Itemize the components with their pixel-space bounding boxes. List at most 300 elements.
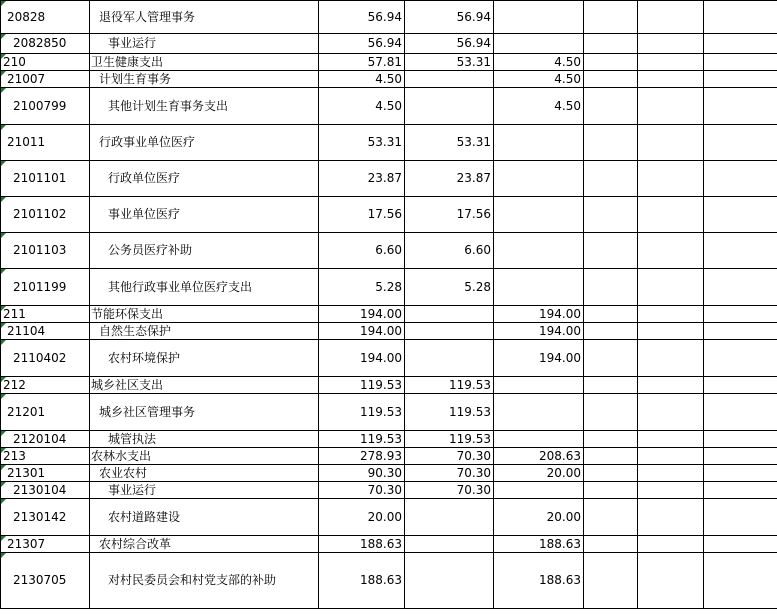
error-indicator-icon: [1, 499, 6, 504]
empty-cell[interactable]: [704, 88, 777, 125]
basic-expense-text: 119.53: [449, 404, 491, 419]
basic-expense-cell[interactable]: [405, 197, 494, 233]
empty-cell[interactable]: [638, 1, 704, 34]
code-text: 213: [3, 448, 26, 463]
code-text: 21007: [7, 71, 46, 86]
empty-cell[interactable]: [638, 553, 704, 609]
empty-cell[interactable]: [584, 1, 638, 34]
project-expense-text: 4.50: [554, 54, 581, 69]
error-indicator-icon: [1, 448, 6, 453]
basic-expense-text: 5.28: [464, 279, 491, 294]
empty-cell[interactable]: [584, 340, 638, 377]
code-cell[interactable]: [1, 88, 90, 125]
project-expense-cell[interactable]: [494, 448, 584, 465]
code-text: 21301: [7, 465, 46, 480]
empty-cell[interactable]: [584, 125, 638, 161]
empty-cell[interactable]: [584, 197, 638, 233]
empty-cell[interactable]: [638, 431, 704, 448]
total-text: 119.53: [360, 431, 402, 446]
item-name-text: 农村综合改革: [99, 536, 172, 551]
empty-cell[interactable]: [638, 233, 704, 269]
item-name-text: 事业运行: [108, 36, 157, 50]
project-expense-cell[interactable]: [494, 233, 584, 269]
code-text: 2130104: [13, 482, 67, 497]
code-text: 21201: [7, 404, 46, 419]
error-indicator-icon: [1, 482, 6, 487]
basic-expense-cell[interactable]: [405, 431, 494, 448]
total-cell[interactable]: [319, 269, 405, 306]
total-text: 188.63: [360, 536, 402, 551]
basic-expense-cell[interactable]: [405, 499, 494, 536]
empty-cell[interactable]: [638, 465, 704, 482]
basic-expense-text: 119.53: [449, 431, 491, 446]
basic-expense-cell[interactable]: [405, 233, 494, 269]
code-cell[interactable]: [1, 34, 90, 54]
empty-cell[interactable]: [638, 88, 704, 125]
basic-expense-cell[interactable]: [405, 448, 494, 465]
table-row: [1, 34, 777, 54]
total-text: 20.00: [367, 509, 402, 524]
error-indicator-icon: [1, 71, 6, 76]
code-text: 2100799: [13, 98, 67, 113]
basic-expense-text: 53.31: [456, 54, 491, 69]
item-name-cell[interactable]: [90, 394, 319, 431]
empty-cell[interactable]: [584, 499, 638, 536]
basic-expense-cell[interactable]: [405, 323, 494, 340]
item-name-cell[interactable]: [90, 306, 319, 323]
empty-cell[interactable]: [704, 161, 777, 197]
code-cell[interactable]: [1, 377, 90, 394]
total-cell[interactable]: [319, 54, 405, 71]
error-indicator-icon: [1, 88, 6, 93]
code-text: 21104: [7, 323, 46, 338]
item-name-text: 计划生育事务: [99, 71, 172, 86]
empty-cell[interactable]: [638, 161, 704, 197]
empty-cell[interactable]: [584, 323, 638, 340]
code-cell[interactable]: [1, 54, 90, 71]
item-name-cell[interactable]: [90, 448, 319, 465]
total-text: 6.60: [375, 243, 402, 257]
total-cell[interactable]: [319, 306, 405, 323]
empty-cell[interactable]: [584, 233, 638, 269]
project-expense-text: 194.00: [539, 306, 581, 321]
empty-cell[interactable]: [584, 71, 638, 88]
basic-expense-cell[interactable]: [405, 88, 494, 125]
table-row: [1, 323, 777, 340]
item-name-text: 城管执法: [108, 431, 157, 446]
table-row: [1, 536, 777, 553]
project-expense-cell[interactable]: [494, 536, 584, 553]
empty-cell[interactable]: [584, 269, 638, 306]
item-name-cell[interactable]: [90, 269, 319, 306]
item-name-text: 事业运行: [108, 482, 157, 497]
empty-cell[interactable]: [638, 269, 704, 306]
empty-cell[interactable]: [638, 394, 704, 431]
empty-cell[interactable]: [584, 394, 638, 431]
project-expense-text: 194.00: [539, 323, 581, 338]
error-indicator-icon: [1, 323, 6, 328]
item-name-text: 行政单位医疗: [108, 171, 181, 185]
error-indicator-icon: [1, 431, 6, 436]
table-row: [1, 482, 777, 499]
project-expense-cell[interactable]: [494, 553, 584, 609]
total-text: 56.94: [367, 9, 402, 24]
basic-expense-cell[interactable]: [405, 1, 494, 34]
error-indicator-icon: [1, 394, 6, 399]
total-cell[interactable]: [319, 340, 405, 377]
table-row: [1, 269, 777, 306]
item-name-cell[interactable]: [90, 54, 319, 71]
item-name-cell[interactable]: [90, 71, 319, 88]
total-text: 17.56: [367, 207, 402, 221]
empty-cell[interactable]: [704, 465, 777, 482]
item-name-cell[interactable]: [90, 1, 319, 34]
total-text: 57.81: [367, 54, 402, 69]
code-text: 21307: [7, 536, 46, 551]
project-expense-cell[interactable]: [494, 377, 584, 394]
empty-cell[interactable]: [704, 394, 777, 431]
code-text: 2130705: [13, 573, 67, 587]
basic-expense-text: 70.30: [456, 482, 491, 497]
empty-cell[interactable]: [584, 482, 638, 499]
empty-cell[interactable]: [704, 499, 777, 536]
basic-expense-text: 23.87: [456, 171, 491, 185]
basic-expense-text: 56.94: [456, 36, 491, 50]
empty-cell[interactable]: [584, 465, 638, 482]
empty-cell[interactable]: [638, 34, 704, 54]
item-name-cell[interactable]: [90, 377, 319, 394]
item-name-text: 农村环境保护: [108, 350, 181, 365]
item-name-text: 行政事业单位医疗: [99, 135, 196, 149]
basic-expense-cell[interactable]: [405, 553, 494, 609]
item-name-cell[interactable]: [90, 34, 319, 54]
empty-cell[interactable]: [638, 482, 704, 499]
total-text: 4.50: [375, 98, 402, 113]
item-name-text: 对村民委员会和村党支部的补助: [108, 573, 277, 587]
table-row: [1, 71, 777, 88]
code-cell[interactable]: [1, 340, 90, 377]
table-row: [1, 553, 777, 609]
basic-expense-text: 56.94: [456, 9, 491, 24]
project-expense-cell[interactable]: [494, 125, 584, 161]
code-text: 211: [3, 306, 26, 321]
total-text: 194.00: [360, 323, 402, 338]
project-expense-text: 20.00: [546, 509, 581, 524]
item-name-text: 公务员医疗补助: [108, 243, 193, 257]
empty-cell[interactable]: [638, 125, 704, 161]
table-row: [1, 233, 777, 269]
item-name-text: 农林水支出: [91, 448, 152, 463]
project-expense-cell[interactable]: [494, 431, 584, 448]
empty-cell[interactable]: [584, 34, 638, 54]
total-cell[interactable]: [319, 88, 405, 125]
code-cell[interactable]: [1, 394, 90, 431]
table-row: [1, 161, 777, 197]
code-cell[interactable]: [1, 161, 90, 197]
code-text: 20828: [7, 9, 46, 24]
total-text: 70.30: [367, 482, 402, 497]
empty-cell[interactable]: [704, 536, 777, 553]
empty-cell[interactable]: [638, 536, 704, 553]
project-expense-cell[interactable]: [494, 323, 584, 340]
project-expense-cell[interactable]: [494, 269, 584, 306]
item-name-cell[interactable]: [90, 431, 319, 448]
total-cell[interactable]: [319, 161, 405, 197]
empty-cell[interactable]: [704, 431, 777, 448]
empty-cell[interactable]: [638, 54, 704, 71]
empty-cell[interactable]: [584, 377, 638, 394]
total-cell[interactable]: [319, 125, 405, 161]
basic-expense-text: 70.30: [456, 448, 491, 463]
basic-expense-text: 6.60: [464, 243, 491, 257]
empty-cell[interactable]: [584, 536, 638, 553]
code-text: 2101199: [13, 279, 67, 294]
empty-cell[interactable]: [704, 377, 777, 394]
item-name-cell[interactable]: [90, 536, 319, 553]
item-name-cell[interactable]: [90, 197, 319, 233]
project-expense-cell[interactable]: [494, 88, 584, 125]
table-row: [1, 125, 777, 161]
empty-cell[interactable]: [704, 553, 777, 609]
project-expense-cell[interactable]: [494, 499, 584, 536]
total-cell[interactable]: [319, 431, 405, 448]
total-cell[interactable]: [319, 34, 405, 54]
project-expense-cell[interactable]: [494, 1, 584, 34]
total-text: 90.30: [367, 465, 402, 480]
code-cell[interactable]: [1, 553, 90, 609]
code-text: 2101102: [13, 207, 67, 221]
item-name-text: 节能环保支出: [91, 306, 164, 321]
total-cell[interactable]: [319, 323, 405, 340]
total-text: 53.31: [367, 135, 402, 149]
code-cell[interactable]: [1, 233, 90, 269]
item-name-cell[interactable]: [90, 233, 319, 269]
code-cell[interactable]: [1, 431, 90, 448]
empty-cell[interactable]: [638, 340, 704, 377]
empty-cell[interactable]: [638, 71, 704, 88]
code-text: 2110402: [13, 350, 67, 365]
basic-expense-cell[interactable]: [405, 377, 494, 394]
project-expense-text: 188.63: [539, 573, 581, 587]
empty-cell[interactable]: [584, 553, 638, 609]
total-text: 278.93: [360, 448, 402, 463]
item-name-text: 农村道路建设: [108, 509, 181, 524]
code-cell[interactable]: [1, 1, 90, 34]
total-text: 5.28: [375, 279, 402, 294]
project-expense-cell[interactable]: [494, 340, 584, 377]
error-indicator-icon: [1, 1, 6, 6]
empty-cell[interactable]: [638, 197, 704, 233]
code-text: 212: [3, 377, 26, 392]
empty-cell[interactable]: [704, 1, 777, 34]
error-indicator-icon: [1, 340, 6, 345]
table-row: [1, 88, 777, 125]
total-cell[interactable]: [319, 499, 405, 536]
error-indicator-icon: [1, 269, 6, 274]
code-text: 2082850: [13, 36, 67, 50]
empty-cell[interactable]: [704, 233, 777, 269]
code-cell[interactable]: [1, 197, 90, 233]
empty-cell[interactable]: [704, 125, 777, 161]
code-cell[interactable]: [1, 306, 90, 323]
item-name-text: 城乡社区支出: [91, 377, 164, 392]
total-text: 23.87: [367, 171, 402, 185]
table-row: [1, 340, 777, 377]
item-name-cell[interactable]: [90, 482, 319, 499]
item-name-text: 其他行政事业单位医疗支出: [108, 279, 253, 294]
basic-expense-cell[interactable]: [405, 54, 494, 71]
empty-cell[interactable]: [638, 306, 704, 323]
basic-expense-cell[interactable]: [405, 482, 494, 499]
table-row: [1, 306, 777, 323]
empty-cell[interactable]: [704, 71, 777, 88]
project-expense-cell[interactable]: [494, 465, 584, 482]
empty-cell[interactable]: [584, 448, 638, 465]
project-expense-cell[interactable]: [494, 54, 584, 71]
project-expense-cell[interactable]: [494, 306, 584, 323]
code-cell[interactable]: [1, 71, 90, 88]
basic-expense-text: 119.53: [449, 377, 491, 392]
total-text: 4.50: [375, 71, 402, 86]
total-cell[interactable]: [319, 233, 405, 269]
code-cell[interactable]: [1, 323, 90, 340]
basic-expense-cell[interactable]: [405, 269, 494, 306]
table-body: [1, 1, 777, 609]
basic-expense-cell[interactable]: [405, 161, 494, 197]
item-name-cell[interactable]: [90, 88, 319, 125]
item-name-text: 农业农村: [99, 465, 148, 480]
total-cell[interactable]: [319, 465, 405, 482]
total-cell[interactable]: [319, 197, 405, 233]
project-expense-cell[interactable]: [494, 394, 584, 431]
item-name-cell[interactable]: [90, 553, 319, 609]
code-text: 2120104: [13, 431, 67, 446]
total-cell[interactable]: [319, 71, 405, 88]
error-indicator-icon: [1, 197, 6, 202]
basic-expense-cell[interactable]: [405, 34, 494, 54]
empty-cell[interactable]: [704, 448, 777, 465]
basic-expense-text: 70.30: [456, 465, 491, 480]
table-row: [1, 197, 777, 233]
basic-expense-cell[interactable]: [405, 306, 494, 323]
empty-cell[interactable]: [704, 482, 777, 499]
error-indicator-icon: [1, 465, 6, 470]
empty-cell[interactable]: [584, 54, 638, 71]
code-cell[interactable]: [1, 482, 90, 499]
empty-cell[interactable]: [584, 431, 638, 448]
basic-expense-text: 53.31: [456, 135, 491, 149]
empty-cell[interactable]: [638, 499, 704, 536]
empty-cell[interactable]: [638, 448, 704, 465]
code-cell[interactable]: [1, 269, 90, 306]
code-text: 21011: [7, 135, 46, 149]
total-text: 188.63: [360, 573, 402, 587]
empty-cell[interactable]: [584, 306, 638, 323]
item-name-cell[interactable]: [90, 465, 319, 482]
table-row: [1, 465, 777, 482]
total-text: 119.53: [360, 377, 402, 392]
item-name-text: 其他计划生育事务支出: [108, 98, 229, 113]
project-expense-text: 194.00: [539, 350, 581, 365]
error-indicator-icon: [1, 306, 6, 311]
project-expense-cell[interactable]: [494, 197, 584, 233]
empty-cell[interactable]: [584, 161, 638, 197]
total-cell[interactable]: [319, 536, 405, 553]
empty-cell[interactable]: [704, 34, 777, 54]
project-expense-text: 4.50: [554, 71, 581, 86]
table-row: [1, 431, 777, 448]
table-row: [1, 1, 777, 34]
item-name-text: 退役军人管理事务: [99, 9, 196, 24]
basic-expense-cell[interactable]: [405, 394, 494, 431]
empty-cell[interactable]: [704, 340, 777, 377]
empty-cell[interactable]: [704, 54, 777, 71]
total-text: 194.00: [360, 306, 402, 321]
error-indicator-icon: [1, 161, 6, 166]
total-text: 56.94: [367, 36, 402, 50]
code-cell[interactable]: [1, 465, 90, 482]
project-expense-cell[interactable]: [494, 34, 584, 54]
basic-expense-text: 17.56: [456, 207, 491, 221]
item-name-cell[interactable]: [90, 499, 319, 536]
empty-cell[interactable]: [638, 323, 704, 340]
project-expense-cell[interactable]: [494, 482, 584, 499]
total-text: 194.00: [360, 350, 402, 365]
basic-expense-cell[interactable]: [405, 536, 494, 553]
item-name-cell[interactable]: [90, 125, 319, 161]
project-expense-cell[interactable]: [494, 161, 584, 197]
code-cell[interactable]: [1, 448, 90, 465]
code-cell[interactable]: [1, 125, 90, 161]
total-cell[interactable]: [319, 1, 405, 34]
code-text: 2101101: [13, 171, 67, 185]
total-cell[interactable]: [319, 553, 405, 609]
code-text: 2130142: [13, 509, 67, 524]
basic-expense-cell[interactable]: [405, 340, 494, 377]
project-expense-text: 20.00: [546, 465, 581, 480]
code-cell[interactable]: [1, 499, 90, 536]
item-name-cell[interactable]: [90, 340, 319, 377]
total-cell[interactable]: [319, 482, 405, 499]
empty-cell[interactable]: [704, 323, 777, 340]
error-indicator-icon: [1, 377, 6, 382]
empty-cell[interactable]: [704, 269, 777, 306]
table-row: [1, 499, 777, 536]
total-cell[interactable]: [319, 377, 405, 394]
basic-expense-cell[interactable]: [405, 465, 494, 482]
item-name-text: 自然生态保护: [99, 323, 172, 338]
empty-cell[interactable]: [638, 377, 704, 394]
table-row: [1, 448, 777, 465]
project-expense-text: 208.63: [539, 448, 581, 463]
project-expense-cell[interactable]: [494, 71, 584, 88]
code-text: 210: [3, 54, 26, 69]
basic-expense-cell[interactable]: [405, 71, 494, 88]
item-name-text: 事业单位医疗: [108, 207, 181, 221]
total-cell[interactable]: [319, 394, 405, 431]
item-name-cell[interactable]: [90, 323, 319, 340]
item-name-text: 卫生健康支出: [91, 54, 164, 69]
empty-cell[interactable]: [704, 306, 777, 323]
error-indicator-icon: [1, 553, 6, 558]
basic-expense-cell[interactable]: [405, 125, 494, 161]
item-name-cell[interactable]: [90, 161, 319, 197]
code-cell[interactable]: [1, 536, 90, 553]
empty-cell[interactable]: [704, 197, 777, 233]
total-cell[interactable]: [319, 448, 405, 465]
empty-cell[interactable]: [584, 88, 638, 125]
table-row: [1, 54, 777, 71]
